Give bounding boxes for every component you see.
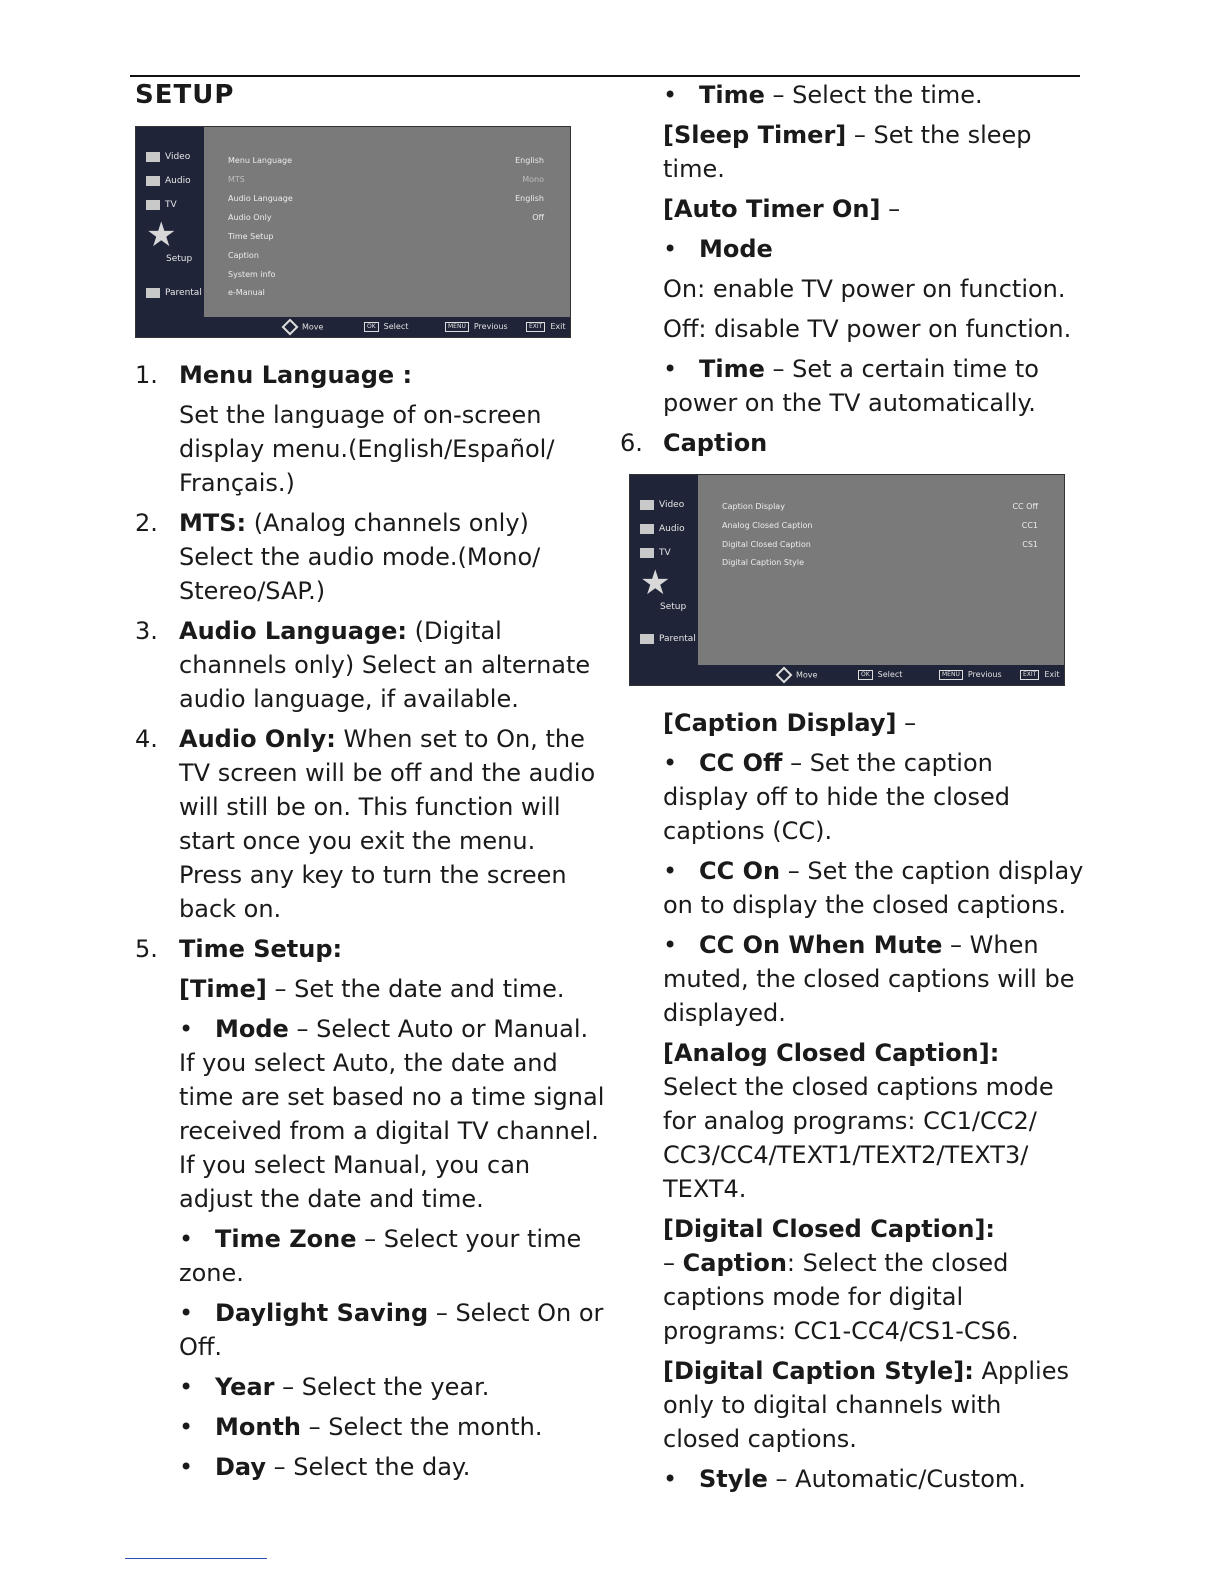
menu-sidebar bbox=[630, 475, 698, 665]
bullet-month: • Month – Select the month. bbox=[179, 1413, 543, 1441]
menu-row: Digital Closed Caption CS1 bbox=[722, 540, 1038, 549]
sidebar-video: Video bbox=[640, 499, 684, 511]
digital-closed-caption: [Digital Closed Caption]: – Caption: Select the closed captions mode for digital programs: CC1-CC4/CS1-CS6. bbox=[663, 1215, 1019, 1345]
bullet-mode: • Mode – Select Auto or Manual. If you select Auto, the date and time are set based no a time signal received from a digital TV channel. If you select Manual, you can adjust the date and time. bbox=[179, 1015, 605, 1213]
bullet-time: • Time – Select the time. bbox=[663, 81, 983, 109]
sidebar-parental: Parental bbox=[146, 287, 202, 299]
auto-timer-on: [Auto Timer On] – bbox=[663, 195, 901, 223]
digital-caption-style: [Digital Caption Style]: Applies only to digital channels with closed captions. bbox=[663, 1357, 1069, 1453]
item-audio-language: 3. Audio Language: (Digital channels only) Select an alternate audio language, if available. bbox=[135, 617, 591, 713]
time-subhead: [Time] – Set the date and time. bbox=[179, 975, 565, 1003]
setup-menu-screenshot bbox=[135, 126, 571, 338]
sidebar-setup: Setup bbox=[660, 602, 687, 612]
item-audio-only: 4. Audio Only: When set to On, the TV screen will be off and the audio will still be on. This function will start once you exit the menu. Press any key to turn the screen back on. bbox=[135, 725, 596, 923]
footer-rule bbox=[125, 1558, 267, 1559]
menu-sidebar bbox=[136, 127, 204, 317]
analog-closed-caption: [Analog Closed Caption]: Select the closed captions mode for analog programs: CC1/CC2/ CC3/CC4/TEXT1/TEXT2/TEXT3/ TEXT4. bbox=[663, 1039, 1054, 1203]
menu-row: System info bbox=[228, 270, 276, 279]
item-menu-language: 1. Menu Language : Set the language of on-screen display menu.(English/Español/ Français.) bbox=[135, 361, 555, 497]
item-caption: 6. Caption bbox=[620, 429, 768, 457]
setup-star-icon: ★ bbox=[146, 215, 177, 255]
right-column bbox=[620, 78, 1085, 1496]
video-icon bbox=[640, 500, 654, 510]
video-icon bbox=[146, 152, 160, 162]
menu-row: Audio Language English bbox=[228, 194, 544, 203]
lock-icon bbox=[146, 288, 160, 298]
caption-details bbox=[620, 706, 1085, 1496]
on-text: On: enable TV power on function. bbox=[663, 275, 1066, 303]
previous-hint: MENU Previous bbox=[939, 669, 1002, 681]
bullet-time-zone: • Time Zone – Select your time zone. bbox=[179, 1225, 582, 1287]
audio-icon bbox=[146, 176, 160, 186]
move-hint: Move bbox=[778, 669, 817, 682]
previous-hint: MENU Previous bbox=[445, 321, 508, 333]
left-column bbox=[135, 78, 605, 1484]
bullet-cc-off: • CC Off – Set the caption display off to hide the closed captions (CC). bbox=[663, 749, 1010, 845]
exit-hint: EXIT Exit bbox=[1020, 669, 1060, 681]
right-time-block bbox=[620, 78, 1085, 420]
sidebar-tv: TV bbox=[640, 547, 671, 559]
menu-row: Menu Language English bbox=[228, 156, 544, 165]
menu-row: e-Manual bbox=[228, 288, 265, 297]
tv-icon bbox=[146, 200, 160, 210]
setup-star-icon: ★ bbox=[640, 563, 671, 603]
sleep-timer: [Sleep Timer] – Set the sleep time. bbox=[663, 121, 1032, 183]
menu-hint-bar bbox=[630, 665, 1064, 685]
menu-row: Digital Caption Style bbox=[722, 558, 805, 567]
menu-hint-bar bbox=[136, 317, 570, 337]
off-text: Off: disable TV power on function. bbox=[663, 315, 1072, 343]
move-hint: Move bbox=[284, 321, 323, 334]
tv-icon bbox=[640, 548, 654, 558]
menu-row: MTS Mono bbox=[228, 175, 544, 184]
section-title: SETUP bbox=[135, 80, 235, 110]
sidebar-audio: Audio bbox=[146, 175, 191, 187]
bullet-year: • Year – Select the year. bbox=[179, 1373, 490, 1401]
exit-hint: EXIT Exit bbox=[526, 321, 566, 333]
audio-icon bbox=[640, 524, 654, 534]
move-icon bbox=[776, 666, 793, 683]
caption-display: [Caption Display] – bbox=[663, 709, 917, 737]
sidebar-tv: TV bbox=[146, 199, 177, 211]
bullet-daylight-saving: • Daylight Saving – Select On or Off. bbox=[179, 1299, 604, 1361]
bullet-auto-mode: • Mode bbox=[663, 235, 773, 263]
sidebar-video: Video bbox=[146, 151, 190, 163]
menu-row: Audio Only Off bbox=[228, 213, 544, 222]
menu-row: Caption bbox=[228, 251, 259, 260]
select-hint: OK Select bbox=[858, 669, 902, 681]
item-time-setup: 5. Time Setup: [Time] – Set the date and time. • Mode – Select Auto or Manual. If you select Auto, the date and time are set based no a time signal received from a digital TV channel. If you select Manual, you can adjust the date and time. • Time Zone – Select your time zone. • Daylight Saving – Select On or Off. • Year – Select the year. • Month – Select the month. • Day – Select the day. bbox=[135, 932, 605, 1484]
sidebar-setup: Setup bbox=[166, 254, 193, 264]
sidebar-parental: Parental bbox=[640, 633, 696, 645]
bullet-day: • Day – Select the day. bbox=[179, 1453, 471, 1481]
bullet-cc-mute: • CC On When Mute – When muted, the closed captions will be displayed. bbox=[663, 931, 1075, 1027]
menu-row: Caption Display CC Off bbox=[722, 502, 1038, 511]
menu-row: Analog Closed Caption CC1 bbox=[722, 521, 1038, 530]
sidebar-audio: Audio bbox=[640, 523, 685, 535]
lock-icon bbox=[640, 634, 654, 644]
bullet-cc-on: • CC On – Set the caption display on to display the closed captions. bbox=[663, 857, 1084, 919]
bullet-auto-time: • Time – Set a certain time to power on the TV automatically. bbox=[663, 355, 1039, 417]
item-mts: 2. MTS: (Analog channels only) Select the audio mode.(Mono/ Stereo/SAP.) bbox=[135, 509, 541, 605]
select-hint: OK Select bbox=[364, 321, 408, 333]
header-rule bbox=[130, 75, 1080, 77]
move-icon bbox=[282, 318, 299, 335]
menu-row: Time Setup bbox=[228, 232, 274, 241]
caption-menu-screenshot bbox=[629, 474, 1065, 686]
bullet-style: • Style – Automatic/Custom. bbox=[663, 1465, 1026, 1493]
